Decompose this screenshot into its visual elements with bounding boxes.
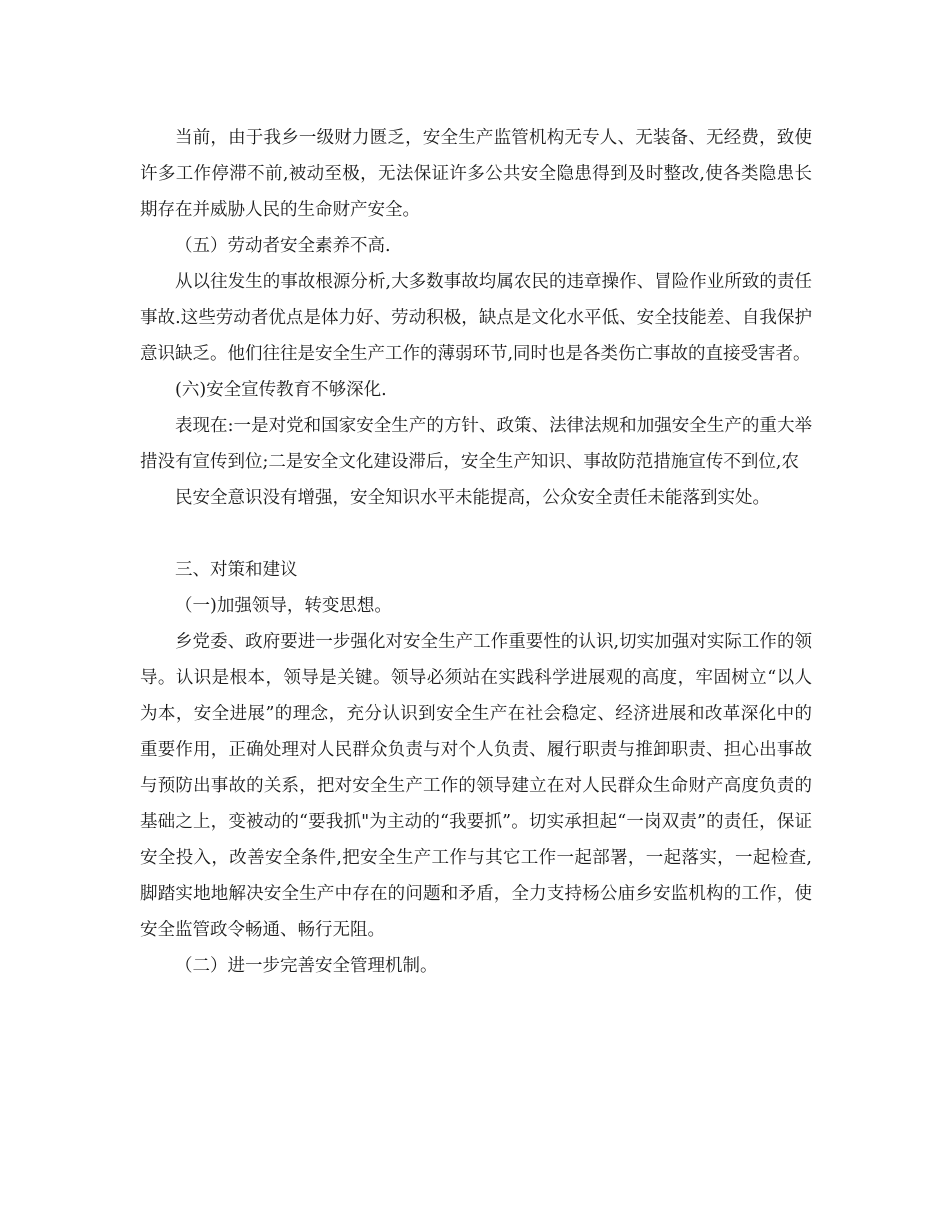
paragraph-leadership: 乡党委、政府要进一步强化对安全生产工作重要性的认识,切实加强对实际工作的领导。认识是根本，领导是关键。领导必须站在实践科学进展观的高度，牢固树立“以人为本，安全进展”的理念，充分认识到安全生产在社会稳定、经济进展和改革深化中的重要作用，正确处理对人民群众负责与对个人负责、履行职责与推卸职责、担心出事故与预防出事故的关系，把对安全生产工作的领导建立在对人民群众生命财产高度负责的基础之上，变被动的“要我抓"为主动的“我要抓”。切实承担起“一岗双责”的责任，保证安全投入，改善安全条件,把安全生产工作与其它工作一起部署，一起落实，一起检查,脚踏实地地解决安全生产中存在的问题和矛盾，全力支持杨公庙乡安监机构的工作，使安全监管政令畅通、畅行无阻。 [140, 632, 812, 940]
section-heading-countermeasures: 三、对策和建议 [175, 560, 298, 580]
paragraph-education-continued: 民安全意识没有增强，安全知识水平未能提高，公众安全责任未能落到实处。 [175, 488, 770, 508]
document-body [140, 120, 812, 984]
paragraph-education-issues: 表现在:一是对党和国家安全生产的方针、政策、法律法规和加强安全生产的重大举措没有宣传到位;二是安全文化建设滞后，安全生产知识、事故防范措施宣传不到位,农 [140, 416, 812, 472]
heading-leadership: （一)加强领导，转变思想。 [175, 596, 392, 616]
section-spacer [140, 516, 812, 552]
heading-safety-education: (六)安全宣传教育不够深化. [175, 380, 387, 400]
paragraph-accident-analysis: 从以往发生的事故根源分析,大多数事故均属农民的违章操作、冒险作业所致的责任事故.这些劳动者优点是体力好、劳动积极，缺点是文化水平低、安全技能差、自我保护意识缺乏。他们往往是安全生产工作的薄弱环节,同时也是各类伤亡事故的直接受害者。 [140, 272, 812, 364]
heading-worker-literacy: （五）劳动者安全素养不高. [175, 236, 391, 256]
paragraph-funding: 当前，由于我乡一级财力匮乏，安全生产监管机构无专人、无装备、无经费，致使许多工作停滞不前,被动至极，无法保证许多公共安全隐患得到及时整改,使各类隐患长期存在并威胁人民的生命财产安全。 [140, 128, 812, 220]
heading-management-mechanism: （二）进一步完善安全管理机制。 [175, 956, 438, 976]
